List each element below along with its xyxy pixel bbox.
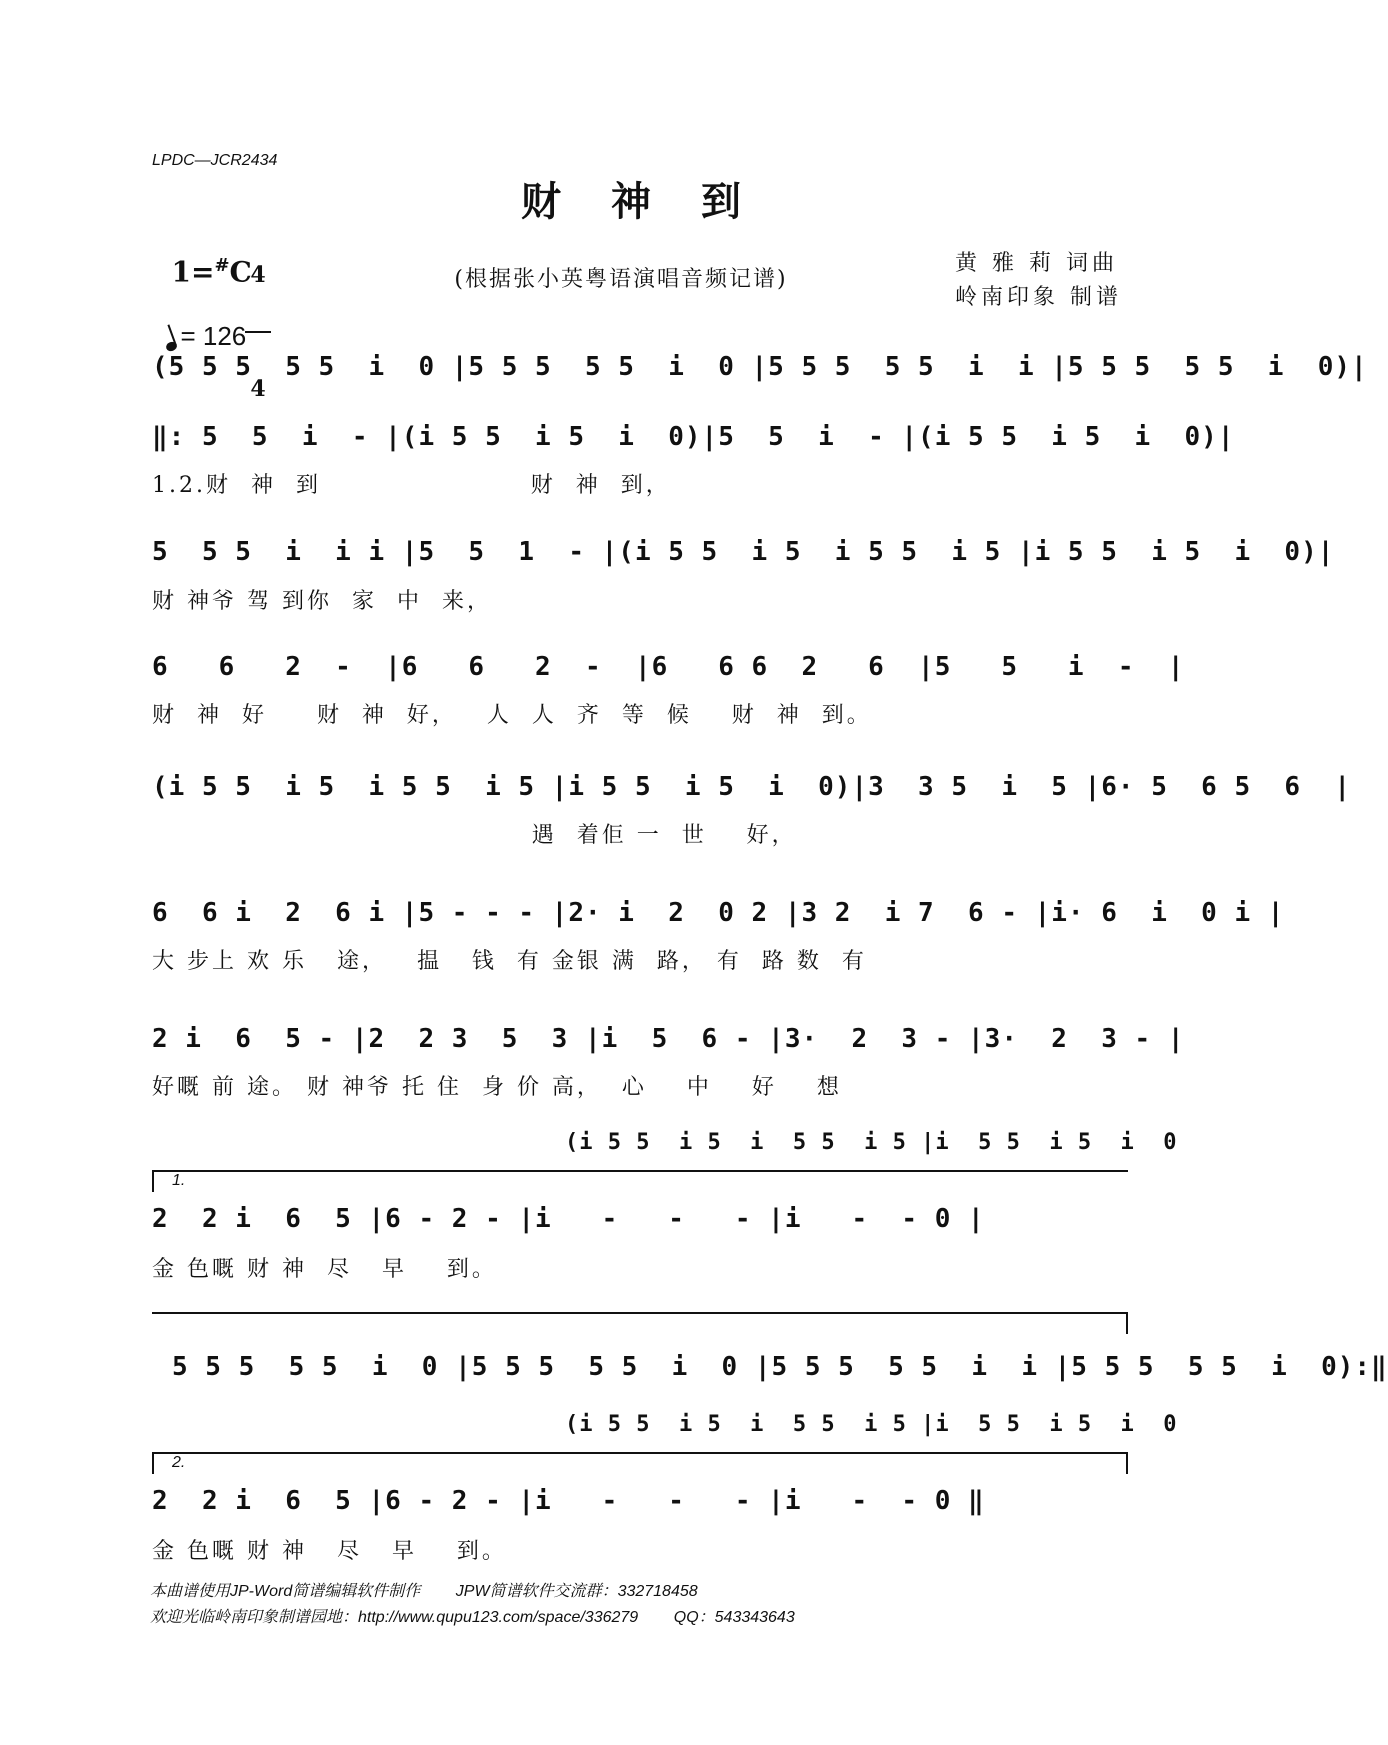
key-prefix: 1= [171,255,215,289]
volta-bracket-2 [152,1452,1128,1454]
notation-row-5: (i 5 5 i 5 i 5 5 i 5 |i 5 5 i 5 i 0)|3 3 5 i 5 |6· 5 6 5 6 | [152,772,1352,802]
volta-bracket-2-end [1126,1452,1128,1474]
section-rule-hook [1126,1312,1128,1334]
credit-lyrics: 黄 雅 莉 词曲 [955,251,1118,276]
time-signature-top: 4 [250,262,266,288]
accompaniment-row-2: (i 5 5 i 5 i 5 5 i 5 |i 5 5 i 5 i 0 [565,1412,1178,1437]
lyric-row-6: 大 步上 欢 乐 途， 揾 钱 有 金银 满 路， 有 路 数 有 [152,949,867,974]
notation-row-10: 2 2 i 6 5 |6 - 2 - |i - - - |i - - 0 ‖ [152,1486,985,1516]
notation-row-9: 5 5 5 5 5 i 0 |5 5 5 5 5 i 0 |5 5 5 5 5 i i |5 5 5 5 5 i 0):‖ [172,1352,1388,1382]
notation-row-4: 6 6 2 - |6 6 2 - |6 6 6 2 6 |5 5 i - | [152,652,1185,682]
subtitle: (根据张小英粤语演唱音频记谱) [454,267,788,292]
section-rule [152,1312,1128,1314]
lyric-row-4: 财 神 好 财 神 好， 人 人 齐 等 候 财 神 到。 [152,703,872,728]
time-signature-bar [245,331,271,333]
quarter-note-icon [165,340,178,352]
notation-row-1: (5 5 5 5 5 i 0 |5 5 5 5 5 i 0 |5 5 5 5 5 i i |5 5 5 5 5 i 0)| [152,352,1368,382]
volta-bracket-2-hook [152,1452,154,1474]
key-note: C [229,255,252,289]
lyric-row-8: 金 色嘅 财 神 尽 早 到。 [152,1257,497,1282]
notation-row-8: 2 2 i 6 5 |6 - 2 - |i - - - |i - - 0 | [152,1204,985,1234]
lyric-row-3: 财 神爷 驾 到你 家 中 来， [152,589,492,614]
volta-label-1: 1. [172,1172,186,1189]
lyric-row-2: 1.2.财 神 到 财 神 到， [152,473,671,498]
volta-bracket-1 [152,1170,1128,1172]
accompaniment-row-1: (i 5 5 i 5 i 5 5 i 5 |i 5 5 i 5 i 0 [565,1130,1178,1155]
volta-bracket-1-hook [152,1170,154,1192]
lyric-row-5: 遇 着佢 一 世 好， [152,823,797,848]
tempo-value: = 126 [180,321,247,351]
footer-line-1: 本曲谱使用JP-Word简谱编辑软件制作 JPW简谱软件交流群：332718458 [150,1583,698,1600]
notation-row-2: ‖: 5 5 i - |(i 5 5 i 5 i 0)|5 5 i - |(i 5 5 i 5 i 0)| [152,422,1235,452]
score-code: LPDC—JCR2434 [152,152,278,169]
page-title: 财神到 [521,178,791,225]
time-signature-bottom: 4 [250,376,266,402]
tempo-marking [152,290,246,352]
footer-line-2: 欢迎光临岭南印象制谱园地：http://www.qupu123.com/space/336279 QQ：543343643 [150,1609,795,1626]
notation-row-3: 5 5 5 i i i |5 5 1 - |(i 5 5 i 5 i 5 5 i 5 |i 5 5 i 5 i 0)| [152,537,1335,567]
volta-label-2: 2. [172,1454,186,1471]
lyric-row-10: 金 色嘅 财 神 尽 早 到。 [152,1539,507,1564]
credit-score: 岭南印象 制谱 [955,285,1122,310]
time-signature [245,220,271,422]
notation-row-7: 2 i 6 5 - |2 2 3 5 3 |i 5 6 - |3· 2 3 - |3· 2 3 - | [152,1024,1185,1054]
lyric-row-7: 好嘅 前 途。 财 神爷 托 住 身 价 高， 心 中 好 想 [152,1075,842,1100]
notation-row-6: 6 6 i 2 6 i |5 - - - |2· i 2 0 2 |3 2 i 7 6 - |i· 6 i 0 i | [152,898,1285,928]
sharp-sign: # [214,255,230,276]
